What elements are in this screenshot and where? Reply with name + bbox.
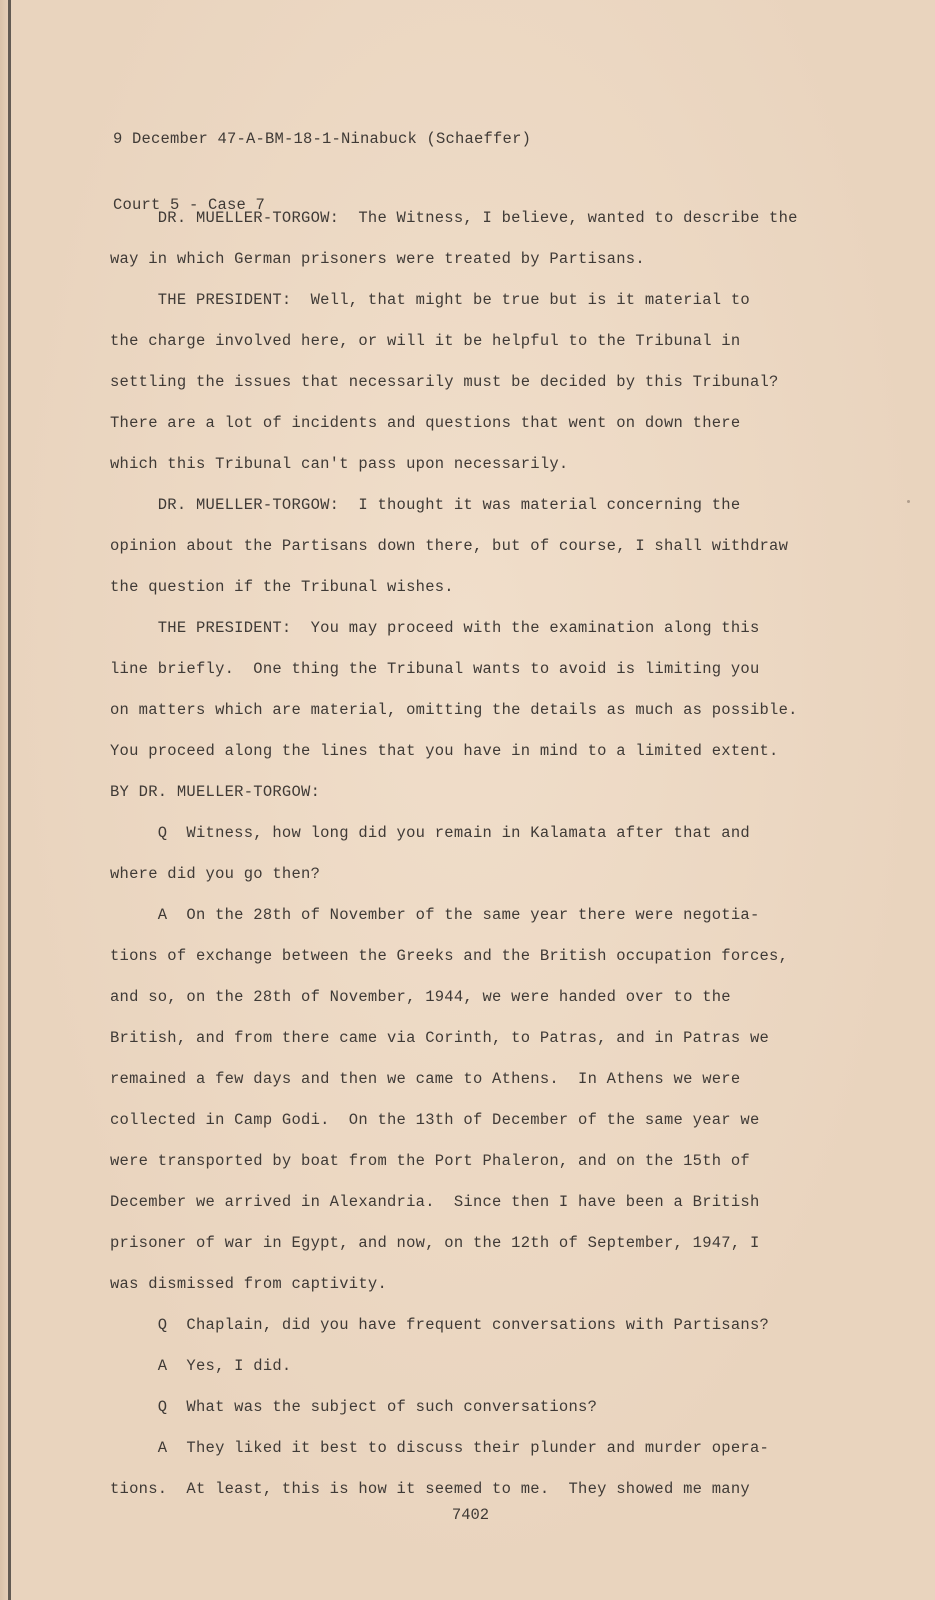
transcript-line: on matters which are material, omitting the details as much as possible. (110, 701, 798, 719)
transcript-line: A Yes, I did. (110, 1357, 292, 1375)
transcript-line: Q Witness, how long did you remain in Kalamata after that and (110, 824, 750, 842)
transcript-line: A On the 28th of November of the same year there were negotia- (110, 906, 760, 924)
transcript-line: There are a lot of incidents and questions that went on down there (110, 414, 741, 432)
header-date-reference: 9 December 47-A-BM-18-1-Ninabuck (Schaeffer) (113, 130, 532, 148)
transcript-line: opinion about the Partisans down there, but of course, I shall withdraw (110, 537, 789, 555)
transcript-line: THE PRESIDENT: Well, that might be true but is it material to (110, 291, 750, 309)
page-number: 7402 (451, 1506, 490, 1524)
transcript-line: which this Tribunal can't pass upon necessarily. (110, 455, 569, 473)
transcript-line: settling the issues that necessarily must be decided by this Tribunal? (110, 373, 779, 391)
transcript-body (110, 202, 850, 1514)
transcript-line: prisoner of war in Egypt, and now, on the 12th of September, 1947, I (110, 1234, 760, 1252)
transcript-line: BY DR. MUELLER-TORGOW: (110, 783, 321, 801)
transcript-line: the charge involved here, or will it be helpful to the Tribunal in (110, 332, 741, 350)
transcript-line: way in which German prisoners were treated by Partisans. (110, 250, 645, 268)
transcript-line: December we arrived in Alexandria. Since then I have been a British (110, 1193, 760, 1211)
transcript-line: the question if the Tribunal wishes. (110, 578, 454, 596)
paper-speck (907, 500, 910, 503)
transcript-line: were transported by boat from the Port Phaleron, and on the 15th of (110, 1152, 750, 1170)
transcript-line: THE PRESIDENT: You may proceed with the examination along this (110, 619, 760, 637)
binding-edge-shadow (0, 0, 8, 1600)
transcript-line: tions. At least, this is how it seemed to me. They showed me many (110, 1480, 750, 1498)
transcript-line: was dismissed from captivity. (110, 1275, 387, 1293)
transcript-line: tions of exchange between the Greeks and the British occupation forces, (110, 947, 789, 965)
transcript-line: British, and from there came via Corinth, to Patras, and in Patras we (110, 1029, 770, 1047)
transcript-line: Q Chaplain, did you have frequent conversations with Partisans? (110, 1316, 770, 1334)
transcript-line: DR. MUELLER-TORGOW: I thought it was material concerning the (110, 496, 741, 514)
transcript-line: collected in Camp Godi. On the 13th of December of the same year we (110, 1111, 760, 1129)
transcript-line: and so, on the 28th of November, 1944, we were handed over to the (110, 988, 731, 1006)
transcript-line: where did you go then? (110, 865, 321, 883)
binding-edge (8, 0, 11, 1600)
transcript-line: You proceed along the lines that you have in mind to a limited extent. (110, 742, 779, 760)
transcript-line: Q What was the subject of such conversations? (110, 1398, 598, 1416)
transcript-line: DR. MUELLER-TORGOW: The Witness, I believe, wanted to describe the (110, 209, 798, 227)
transcript-line: A They liked it best to discuss their plunder and murder opera- (110, 1439, 770, 1457)
transcript-line: remained a few days and then we came to Athens. In Athens we were (110, 1070, 741, 1088)
transcript-line: line briefly. One thing the Tribunal wants to avoid is limiting you (110, 660, 760, 678)
header-court-case: Court 5 - Case 7 (113, 196, 266, 214)
